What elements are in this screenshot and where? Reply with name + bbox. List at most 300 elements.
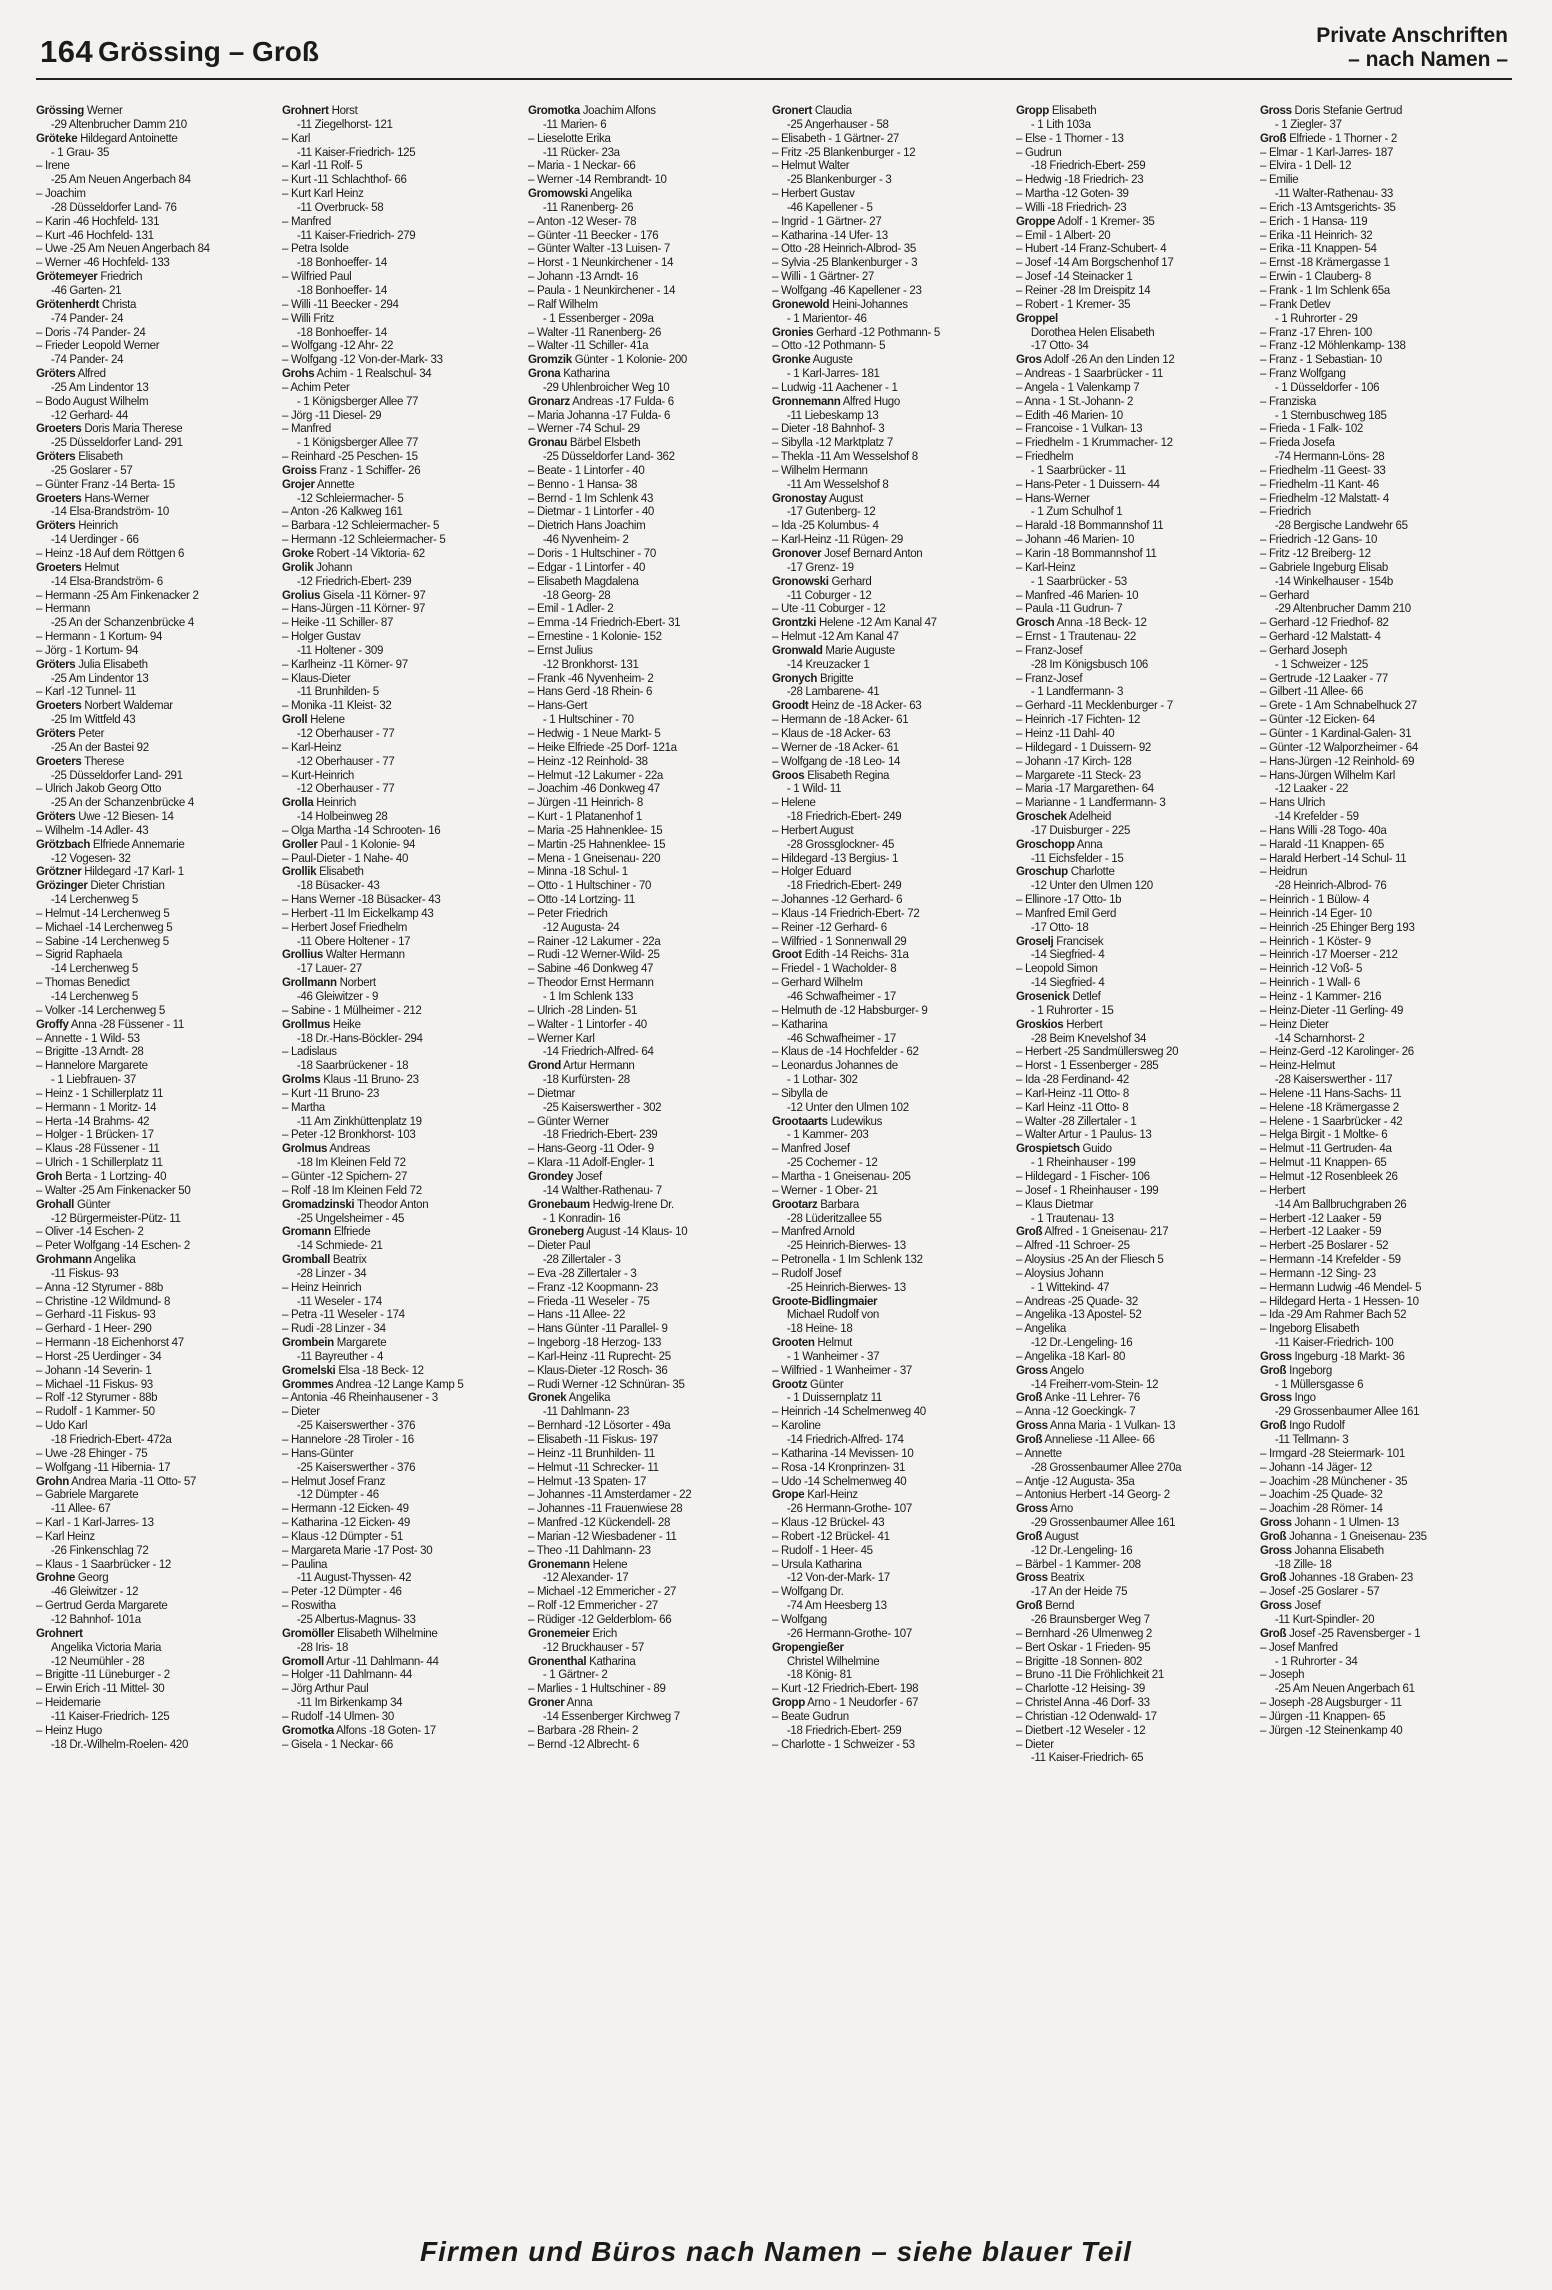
directory-column-2 <box>282 104 518 2226</box>
entry-address: - 1 Saarbrücker - 11 <box>1030 463 1126 477</box>
surname: Gröteke <box>36 131 78 145</box>
entry-sub: – Hedwig - 1 Neue Markt- 5 <box>528 726 661 740</box>
entry-address: -25 Am Lindentor 13 <box>50 380 149 394</box>
entry-rest: Paul - 1 Kolonie- 94 <box>317 837 416 851</box>
entry-sub: – Rolf -12 Styrumer - 88b <box>36 1391 158 1405</box>
entry-address: -28 Kaiserswerther - 117 <box>1274 1073 1393 1087</box>
entry-sub: – Rudolf - 1 Heer- 45 <box>772 1543 873 1557</box>
surname: Groiss <box>282 463 317 477</box>
entry-sub: – Joseph <box>1260 1668 1305 1682</box>
entry-sub: – Kurt -11 Schlachthof- 66 <box>282 173 407 187</box>
entry-sub: – Ingeborg -18 Herzog- 133 <box>528 1336 662 1350</box>
entry-head <box>772 492 1008 506</box>
entry-sub: – Johann -46 Marien- 10 <box>1016 533 1135 547</box>
entry-address: -11 Obere Holtener - 17 <box>296 934 411 948</box>
entry-sub: – Klaus de -18 Acker- 63 <box>772 726 891 740</box>
entry-rest: Christa <box>99 297 137 311</box>
entry-sub: – Else - 1 Thorner - 13 <box>1016 131 1124 145</box>
entry-sub: – Maria - 1 Neckar- 66 <box>528 159 636 173</box>
entry-sub: – Hermann de -18 Acker- 61 <box>772 713 909 727</box>
entry-address: - 1 Essenberger - 209a <box>542 311 654 325</box>
entry-sub: – Heinz Hugo <box>36 1723 102 1737</box>
entry-rest: Elfriede Annemarie <box>90 837 185 851</box>
entry-address: -12 Bronkhorst- 131 <box>542 657 639 671</box>
surname: Gröters <box>36 519 76 533</box>
entry-rest: Gerhard <box>828 574 872 588</box>
surname: Gronert <box>772 104 812 117</box>
entry-address: - 1 Kammer- 203 <box>786 1128 869 1142</box>
entry-sub: – Ida -25 Kolumbus- 4 <box>772 519 879 533</box>
entry-head <box>282 865 518 879</box>
entry-head <box>1260 1516 1496 1530</box>
entry-sub: – Helene -11 Hans-Sachs- 11 <box>1260 1086 1402 1100</box>
entry-sub: – Friedhelm -11 Kant- 46 <box>1260 477 1379 491</box>
entry-sub: – Hannelore -28 Tiroler - 16 <box>282 1433 414 1446</box>
entry-sub: – Aloysius Johann <box>1016 1266 1104 1280</box>
entry-sub: – Kurt - 1 Platanenhof 1 <box>528 810 642 824</box>
surname: Gronwald <box>772 643 823 657</box>
entry-sub: – Helmut -11 Schrecker- 11 <box>528 1460 659 1474</box>
entry-head <box>1016 1571 1252 1585</box>
entry-address: - 1 Liebfrauen- 37 <box>50 1073 136 1087</box>
entry-sub: – Joseph -28 Augsburger - 11 <box>1260 1696 1402 1710</box>
entry-head <box>1016 1502 1252 1516</box>
entry-address: - 1 Königsberger Allee 77 <box>296 394 419 408</box>
entry-sub: – Walter Artur - 1 Paulus- 13 <box>1016 1128 1152 1142</box>
entry-head <box>1016 810 1252 824</box>
entry-sub: – Karl - 1 Karl-Jarres- 13 <box>36 1516 154 1530</box>
entry-head <box>36 879 272 893</box>
entry-rest: Josef Bernard Anton <box>821 547 923 560</box>
entry-sub: – Heinrich -12 Voß- 5 <box>1260 962 1363 976</box>
entry-sub: – Helene -18 Krämergasse 2 <box>1260 1100 1399 1114</box>
entry-address: -17 Otto- 18 <box>1030 920 1089 934</box>
entry-sub: – Wilfried - 1 Wanheimer - 37 <box>772 1363 912 1377</box>
entry-sub: – Francoise - 1 Vulkan- 13 <box>1016 422 1143 436</box>
entry-sub: – Martha <box>282 1100 325 1114</box>
entry-sub: – Johannes -12 Gerhard- 6 <box>772 893 903 907</box>
entry-sub: – Karl Heinz -11 Otto- 8 <box>1016 1100 1129 1114</box>
entry-sub: – Elisabeth Magdalena <box>528 574 639 588</box>
entry-sub: – Heidrun <box>1260 865 1308 879</box>
surname: Gronewold <box>772 297 830 311</box>
entry-sub: – Antonius Herbert -14 Georg- 2 <box>1016 1488 1170 1502</box>
entry-sub: – Herta -14 Brahms- 42 <box>36 1114 150 1128</box>
entry-rest: Klaus -11 Bruno- 23 <box>320 1073 419 1087</box>
entry-rest: Adolf -26 An den Linden 12 <box>1041 353 1175 367</box>
entry-address: -18 Saarbrückener - 18 <box>296 1059 409 1073</box>
entry-sub: – Frieda Josefa <box>1260 436 1335 450</box>
entry-sub: – Heinz -12 Reinhold- 38 <box>528 754 648 768</box>
entry-sub: – Frieda -11 Weseler - 75 <box>528 1294 650 1308</box>
entry-rest: Anna <box>564 1696 593 1710</box>
surname: Gröters <box>36 726 76 740</box>
surname: Gropp <box>772 1696 805 1710</box>
entry-sub: – Gerhard <box>1260 588 1309 602</box>
surname: Gronemann <box>528 1557 590 1571</box>
entry-rest: Brigitte <box>817 671 854 685</box>
entry-address: -18 Friedrich-Ebert- 259 <box>786 1723 902 1737</box>
entry-address: -25 Am Lindentor 13 <box>50 671 149 685</box>
entry-head <box>772 326 1008 340</box>
entry-rest: Anna Maria - 1 Vulkan- 13 <box>1047 1419 1176 1433</box>
surname: Grombein <box>282 1336 334 1350</box>
entry-sub: – Benno - 1 Hansa- 38 <box>528 477 638 491</box>
entry-address: -46 Kapellener - 5 <box>786 200 873 214</box>
entry-sub: – Helmut -12 Lakumer - 22a <box>528 768 664 782</box>
entry-sub: – Udo -14 Schelmenweg 40 <box>772 1474 907 1488</box>
entry-sub: – Anton -12 Weser- 78 <box>528 214 637 228</box>
entry-sub: – Hans-Jürgen Wilhelm Karl <box>1260 768 1395 782</box>
surname: Gromann <box>282 1225 331 1239</box>
entry-head <box>282 367 518 381</box>
entry-sub: – Hermann -12 Sing- 23 <box>1260 1266 1376 1280</box>
entry-head <box>772 672 1008 686</box>
entry-sub: – Ursula Katharina <box>772 1557 862 1571</box>
entry-sub: – Heinrich -14 Schelmenweg 40 <box>772 1405 926 1419</box>
entry-address: -46 Garten- 21 <box>50 283 122 297</box>
entry-sub: – Sylvia -25 Blankenburger - 3 <box>772 256 918 270</box>
entry-sub: – Eva -28 Zillertaler - 3 <box>528 1266 637 1280</box>
entry-address: -18 Dr.-Wilhelm-Roelen- 420 <box>50 1737 189 1751</box>
entry-sub: – Rolf -12 Emmericher - 27 <box>528 1599 658 1613</box>
entry-rest: Werner <box>83 104 123 117</box>
entry-sub: – Walter -11 Ranenberg- 26 <box>528 325 662 339</box>
entry-sub: – Willi -18 Friedrich- 23 <box>1016 200 1127 214</box>
entry-address: - 1 Königsberger Allee 77 <box>296 436 419 450</box>
surname: Groß <box>1260 131 1287 145</box>
entry-sub: – Sabine -14 Lerchenweg 5 <box>36 934 169 948</box>
entry-sub: – Joachim -25 Quade- 32 <box>1260 1488 1383 1502</box>
entry-address: -11 Holtener - 309 <box>296 643 384 657</box>
entry-head <box>282 1018 518 1032</box>
entry-sub: – Friedel - 1 Wacholder- 8 <box>772 962 897 976</box>
entry-sub: – Helmuth de -12 Habsburger- 9 <box>772 1003 928 1017</box>
surname: Groeters <box>36 422 82 436</box>
entry-address: -46 Nyvenheim- 2 <box>542 533 629 547</box>
entry-sub: – Petra Isolde <box>282 242 349 256</box>
entry-sub: – Heinz-Dieter -11 Gerling- 49 <box>1260 1003 1404 1017</box>
entry-sub: – Maria -25 Hahnenklee- 15 <box>528 823 663 837</box>
entry-head <box>282 589 518 603</box>
entry-rest: Anke -11 Lehrer- 76 <box>1042 1391 1140 1405</box>
entry-sub: – Anna -12 Styrumer - 88b <box>36 1280 164 1294</box>
entry-sub: – Emil - 1 Albert- 20 <box>1016 228 1111 242</box>
surname: Grollmus <box>282 1017 330 1031</box>
entry-rest: Johanna - 1 Gneisenau- 235 <box>1286 1529 1427 1543</box>
entry-sub: – Erika -11 Knappen- 54 <box>1260 242 1377 256</box>
entry-address: -12 Neumühler - 28 <box>50 1654 145 1668</box>
entry-sub: – Heinz -18 Auf dem Röttgen 6 <box>36 547 185 560</box>
entry-sub: – Hermann -18 Eichenhorst 47 <box>36 1336 184 1350</box>
entry-address: -17 An der Heide 75 <box>1030 1585 1128 1599</box>
entry-address: -14 Lerchenweg 5 <box>50 990 138 1003</box>
entry-rest: August <box>1042 1529 1079 1543</box>
entry-sub: – Holger - 1 Brücken- 17 <box>36 1128 154 1142</box>
entry-address: -26 Finkenschlag 72 <box>50 1543 149 1557</box>
entry-address: -74 Pander- 24 <box>50 311 124 325</box>
surname: Grosch <box>1016 616 1055 630</box>
entry-sub: – Doris - 1 Hultschiner - 70 <box>528 547 656 560</box>
entry-sub: – Anna - 1 St.-Johann- 2 <box>1016 394 1134 408</box>
entry-head <box>772 575 1008 589</box>
entry-sub: – Jürgen -12 Steinenkamp 40 <box>1260 1723 1403 1737</box>
entry-sub: – Rudi -12 Werner-Wild- 25 <box>528 948 660 962</box>
entry-sub: – Josef Manfred <box>1260 1640 1338 1654</box>
entry-rest: Heini-Johannes <box>829 297 908 311</box>
entry-sub: – Maria Johanna -17 Fulda- 6 <box>528 408 671 422</box>
entry-address: -11 Ziegelhorst- 121 <box>296 117 393 131</box>
entry-rest: Andrea Maria -11 Otto- 57 <box>68 1474 197 1488</box>
entry-sub: – Erika -11 Heinrich- 32 <box>1260 228 1373 242</box>
entry-sub: – Angelika -13 Apostel- 52 <box>1016 1308 1142 1322</box>
entry-sub: – Alfred -11 Schroer- 25 <box>1016 1239 1130 1253</box>
entry-address: - 1 Gärtner- 2 <box>542 1668 608 1682</box>
entry-head <box>36 561 272 575</box>
entry-address: -18 Kurfürsten- 28 <box>542 1073 630 1087</box>
entry-rest: Katharina <box>560 367 610 381</box>
entry-head <box>282 1336 518 1350</box>
entry-head <box>282 1225 518 1239</box>
entry-sub: – Manfred -12 Kückendell- 28 <box>528 1516 671 1530</box>
entry-sub: – Helene - 1 Saarbrücker - 42 <box>1260 1114 1403 1128</box>
entry-sub: – Heinrich - 1 Bülow- 4 <box>1260 893 1370 907</box>
entry-address: - 1 Ruhrorter - 29 <box>1274 311 1358 325</box>
entry-sub: – Kurt -46 Hochfeld- 131 <box>36 228 154 242</box>
entry-sub: – Helmut -12 Rosenbleek 26 <box>1260 1169 1398 1183</box>
entry-sub: – Edgar - 1 Lintorfer - 40 <box>528 560 646 574</box>
entry-rest: Annette <box>314 477 355 491</box>
surname: Grootaarts <box>772 1114 828 1128</box>
entry-sub: – Hermann -12 Schleiermacher- 5 <box>282 533 446 547</box>
entry-rest: Helmut <box>81 560 119 574</box>
entry-sub: – Robert - 1 Kremer- 35 <box>1016 297 1131 311</box>
entry-address: - 1 Wild- 11 <box>786 782 842 796</box>
entry-sub: – Friedrich <box>1260 505 1311 519</box>
surname: Groß <box>1260 1363 1287 1377</box>
entry-address: -18 Friedrich-Ebert- 249 <box>786 879 902 893</box>
entry-sub: – Irene <box>36 159 70 173</box>
surname: Gross <box>1260 1599 1292 1613</box>
surname: Gronostay <box>772 491 827 505</box>
entry-sub: – Brigitte -13 Arndt- 28 <box>36 1045 144 1059</box>
entry-address: -14 Elsa-Brandström- 6 <box>50 574 163 588</box>
entry-address: -25 Düsseldorfer Land- 291 <box>50 436 183 450</box>
entry-address: -18 Bonhoeffer- 14 <box>296 325 387 339</box>
entry-sub: – Hildegard Herta - 1 Hessen- 10 <box>1260 1294 1419 1308</box>
entry-sub: – Gabriele Margarete <box>36 1488 139 1502</box>
entry-sub: – Gertrude -12 Laaker - 77 <box>1260 671 1388 685</box>
entry-sub: – Erich -13 Amtsgerichts- 35 <box>1260 200 1396 214</box>
entry-address: -17 Otto- 34 <box>1030 339 1089 353</box>
entry-sub: – Achim Peter <box>282 380 350 394</box>
entry-rest: Andreas <box>327 1142 370 1156</box>
entry-sub: – Charlotte - 1 Schweizer - 53 <box>772 1737 915 1751</box>
entry-rest: Julia Elisabeth <box>75 657 148 671</box>
entry-rest: Andreas -17 Fulda- 6 <box>569 394 674 408</box>
entry-head <box>36 270 272 284</box>
entry-head <box>1016 935 1252 949</box>
entry-sub: – Roswitha <box>282 1599 336 1613</box>
entry-head <box>1016 1142 1252 1156</box>
entry-rest: Ingeborg <box>1286 1363 1333 1377</box>
entry-address: -12 Bürgermeister-Pütz- 11 <box>50 1211 181 1225</box>
entry-sub: – Hans-Georg -11 Oder- 9 <box>528 1142 654 1156</box>
surname: Gronarz <box>528 394 570 408</box>
surname: Gronemeier <box>528 1626 590 1640</box>
entry-head <box>528 395 764 409</box>
entry-sub: – Ralf Wilhelm <box>528 297 598 311</box>
entry-sub: – Udo Karl <box>36 1419 88 1433</box>
entry-address: -74 Am Heesberg 13 <box>786 1599 887 1613</box>
entry-rest: Artur -11 Dahlmann- 44 <box>323 1654 439 1668</box>
entry-sub: – Franz -12 Koopmann- 23 <box>528 1280 658 1294</box>
entry-head <box>772 1295 1008 1309</box>
entry-rest: Helene <box>589 1557 628 1571</box>
page-header <box>0 0 1552 80</box>
entry-sub: – Wilfried Paul <box>282 270 352 284</box>
entry-sub: – Ernestine - 1 Kolonie- 152 <box>528 630 662 644</box>
entry-sub: – Helmut -13 Spaten- 17 <box>528 1474 647 1488</box>
entry-head <box>528 1170 764 1184</box>
entry-sub: – Jörg -11 Diesel- 29 <box>282 408 382 422</box>
entry-sub: – Hans-Peter - 1 Duissern- 44 <box>1016 477 1160 491</box>
entry-address: - 1 Im Schlenk 133 <box>542 990 634 1003</box>
entry-sub: – Helga Birgit - 1 Moltke- 6 <box>1260 1128 1388 1142</box>
entry-address: -11 Brunhilden- 5 <box>296 685 379 699</box>
entry-address: -14 Scharnhorst- 2 <box>1274 1031 1365 1045</box>
entry-head <box>528 187 764 201</box>
entry-sub: – Günter -11 Beecker - 176 <box>528 228 659 242</box>
surname: Gronebaum <box>528 1197 590 1211</box>
entry-address: - 1 Müllersgasse 6 <box>1274 1377 1364 1391</box>
entry-rest: Katharina <box>586 1654 636 1668</box>
entry-rest: Hildegard -17 Karl- 1 <box>81 865 184 879</box>
entry-sub: – Ute -11 Coburger - 12 <box>772 602 886 616</box>
entry-head <box>282 713 518 727</box>
entry-rest: Elisabeth <box>75 450 123 464</box>
entry-rest: Francisek <box>1053 934 1104 948</box>
entry-sub: – Dieter Paul <box>528 1239 591 1253</box>
entry-sub: – Günter Werner <box>528 1114 609 1128</box>
entry-head <box>1260 1364 1496 1378</box>
entry-sub: – Erwin - 1 Clauberg- 8 <box>1260 270 1372 284</box>
entry-head <box>1016 616 1252 630</box>
surname: Grohnert <box>36 1626 83 1640</box>
entry-address: -14 Siegfried- 4 <box>1030 976 1105 990</box>
entry-head <box>528 1198 764 1212</box>
entry-address: - 1 Duissernplatz 11 <box>786 1391 883 1405</box>
entry-sub: – Joachim -46 Donkweg 47 <box>528 782 660 796</box>
section-title <box>1316 24 1508 72</box>
entry-sub: – Minna -18 Schul- 1 <box>528 865 628 879</box>
entry-sub: – Gilbert -11 Allee- 66 <box>1260 685 1364 699</box>
entry-address: -14 Holbeinweg 28 <box>296 810 388 824</box>
entry-sub: – Hildegard - 1 Fischer- 106 <box>1016 1169 1150 1183</box>
entry-address: -29 Uhlenbroicher Weg 10 <box>542 380 670 394</box>
entry-rest: Alfred <box>75 367 106 381</box>
entry-rest: Ludewikus <box>827 1114 883 1128</box>
entry-rest: Georg <box>75 1571 109 1585</box>
entry-sub: – Irmgard -28 Steiermark- 101 <box>1260 1446 1405 1460</box>
entry-sub: – Dietbert -12 Weseler - 12 <box>1016 1723 1146 1737</box>
entry-address: - 1 Landfermann- 3 <box>1030 685 1124 699</box>
entry-head <box>772 948 1008 962</box>
entry-address: -11 Eichsfelder - 15 <box>1030 851 1124 865</box>
entry-address: -25 An der Bastei 92 <box>50 740 149 754</box>
entry-rest: Elfriede <box>330 1225 371 1239</box>
surname: Gross <box>1016 1571 1048 1585</box>
entry-sub: – Barbara -28 Rhein- 2 <box>528 1723 639 1737</box>
entry-address: -11 Coburger - 12 <box>786 588 872 602</box>
entry-address: Christel Wilhelmine <box>786 1654 880 1668</box>
entry-sub: – Paulina <box>282 1557 328 1571</box>
entry-sub: – Karl -11 Rolf- 5 <box>282 159 363 173</box>
entry-sub: – Hans Günter -11 Parallel- 9 <box>528 1322 668 1336</box>
entry-sub: – Werner -14 Rembrandt- 10 <box>528 173 667 187</box>
entry-address: -12 Dr.-Lengeling- 16 <box>1030 1336 1133 1350</box>
entry-sub: – Fritz -12 Breiberg- 12 <box>1260 547 1371 560</box>
entry-sub: – Klaus - 1 Saarbrücker - 12 <box>36 1557 171 1571</box>
surname: Groke <box>282 547 314 560</box>
entry-sub: – Heinrich -17 Fichten- 12 <box>1016 713 1141 727</box>
entry-sub: – Jürgen -11 Heinrich- 8 <box>528 796 643 810</box>
entry-sub: – Robert -12 Brückel- 41 <box>772 1529 890 1543</box>
entry-sub: – Barbara -12 Schleiermacher- 5 <box>282 519 440 533</box>
entry-sub: – Paul-Dieter - 1 Nahe- 40 <box>282 851 409 865</box>
entry-sub: – Angela - 1 Valenkamp 7 <box>1016 380 1140 394</box>
entry-address: -25 Blankenburger - 3 <box>786 173 892 187</box>
entry-sub: – Peter Friedrich <box>528 906 608 920</box>
entry-address: -25 An der Schanzenbrücke 4 <box>50 616 194 630</box>
surname: Grollius <box>282 948 323 962</box>
entry-sub: – Beate - 1 Lintorfer - 40 <box>528 463 645 477</box>
surname: Groeters <box>36 560 82 574</box>
entry-sub: – Dietmar - 1 Lintorfer - 40 <box>528 505 655 519</box>
entry-sub: – Karl Heinz <box>36 1529 95 1543</box>
entry-address: - 1 Lith 103a <box>1030 117 1091 131</box>
surname: Grootarz <box>772 1197 818 1211</box>
entry-address: -18 Bonhoeffer- 14 <box>296 283 387 297</box>
entry-address: -14 Siegfried- 4 <box>1030 948 1105 962</box>
entry-sub: – Theo -11 Dahlmann- 23 <box>528 1543 651 1557</box>
entry-rest: Walter Hermann <box>322 948 405 962</box>
entry-sub: – Frank Detlev <box>1260 297 1331 311</box>
entry-head <box>282 1724 518 1738</box>
entry-sub: – Karin -46 Hochfeld- 131 <box>36 214 160 228</box>
entry-address: - 1 Ziegler- 37 <box>1274 117 1342 131</box>
entry-sub: – Klara -11 Adolf-Engler- 1 <box>528 1156 655 1170</box>
entry-address: -12 Unter den Ulmen 102 <box>786 1100 909 1114</box>
entry-rest: Helene <box>307 713 345 727</box>
entry-rest: Charlotte <box>1067 865 1115 879</box>
entry-sub: – Wilhelm Hermann <box>772 463 868 477</box>
entry-sub: – Harald -11 Knappen- 65 <box>1260 837 1384 851</box>
entry-address: - 1 Konradin- 16 <box>542 1211 621 1225</box>
entry-sub: – Heinrich - 1 Wall- 6 <box>1260 976 1361 990</box>
entry-sub: – Rudolf Josef <box>772 1266 842 1280</box>
entry-sub: – Martha - 1 Gneisenau- 205 <box>772 1169 911 1183</box>
entry-sub: – Gerhard Joseph <box>1260 643 1348 657</box>
entry-sub: – Rüdiger -12 Gelderblom- 66 <box>528 1612 672 1626</box>
entry-head <box>772 616 1008 630</box>
entry-address: -12 Oberhauser - 77 <box>296 782 395 796</box>
entry-sub: – Harald -18 Bommannshof 11 <box>1016 519 1164 533</box>
entry-address: -26 Hermann-Grothe- 107 <box>786 1502 912 1516</box>
entry-sub: – Frieda - 1 Falk- 102 <box>1260 422 1363 436</box>
entry-sub: – Walter -11 Schiller- 41a <box>528 339 649 353</box>
entry-rest: Heinz de -18 Acker- 63 <box>808 699 922 713</box>
